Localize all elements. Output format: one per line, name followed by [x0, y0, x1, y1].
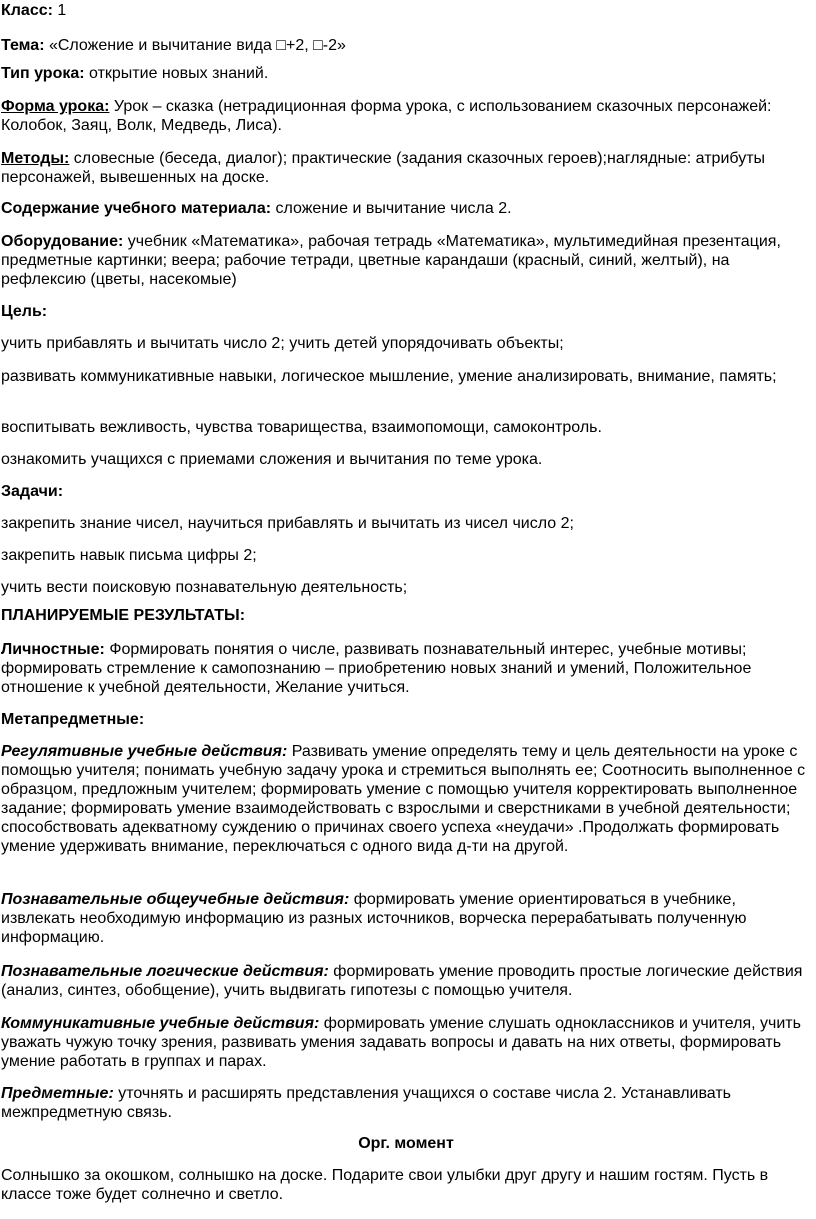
- lesson-form-value: Урок – сказка (нетрадиционная форма урока, с использованием сказочных персонажей: Колобок, Заяц, Волк, Медведь, Лиса).: [1, 98, 772, 134]
- logical-cognitive-value: формировать умение проводить простые логические действия (анализ, синтез, обобщение), учить выдвигать гипотезы с помощью учителя.: [1, 963, 803, 999]
- personal-value: Формировать понятия о числе, развивать познавательный интерес, учебные мотивы; формировать стремление к самопознанию – приобретению новых знаний и умений, Положительное отношение к учебной деятельности, Желание учиться.: [1, 641, 752, 696]
- lesson-form-label: Форма урока:: [1, 98, 110, 115]
- lesson-type-label: Тип урока:: [1, 65, 85, 82]
- lesson-type-value: открытие новых знаний.: [84, 65, 269, 82]
- class-value: 1: [52, 2, 67, 19]
- equipment-label: Оборудование:: [1, 233, 124, 250]
- lesson-type-line: [1, 64, 811, 83]
- subject-value: уточнять и расширять представления учащихся о составе числа 2. Устанавливать межпредметную связь.: [1, 1085, 732, 1121]
- personal-label: Личностные:: [1, 641, 105, 658]
- class-label: Класс:: [1, 2, 53, 19]
- general-cognitive-label: Познавательные общеучебные действия:: [1, 891, 350, 908]
- equipment-value: учебник «Математика», рабочая тетрадь «Математика», мультимедийная презентация, предметные картинки; веера; рабочие тетради, цветные карандаши (красный, синий, желтый), на рефлексию (цветы, насекомые): [1, 233, 781, 288]
- task-item: закрепить навык письма цифры 2;: [1, 547, 257, 564]
- equipment-paragraph: [1, 232, 811, 289]
- topic-line: [1, 36, 811, 55]
- task-item: закрепить знание чисел, научиться прибавлять и вычитать из чисел число 2;: [1, 515, 574, 532]
- task-item: учить вести поисковую познавательную деятельность;: [1, 579, 408, 596]
- content-value: сложение и вычитание числа 2.: [271, 200, 512, 217]
- logical-cognitive-label: Познавательные логические действия:: [1, 963, 329, 980]
- topic-value: «Сложение и вычитание вида □+2, □-2»: [44, 37, 346, 54]
- goal-item: учить прибавлять и вычитать число 2; учить детей упорядочивать объекты;: [1, 335, 564, 352]
- goal-item: развивать коммуникативные навыки, логическое мышление, умение анализировать, внимание, память;: [1, 368, 777, 385]
- logical-cognitive-paragraph: [1, 962, 811, 1000]
- org-moment-text: Солнышко за окошком, солнышко на доске. Подарите свои улыбки друг другу и нашим гостям. Пусть в классе тоже будет солнечно и светло.: [1, 1167, 769, 1203]
- subject-label: Предметные:: [1, 1085, 114, 1102]
- communicative-paragraph: [1, 1014, 811, 1071]
- methods-paragraph: [1, 149, 811, 187]
- org-moment-heading: Орг. момент: [358, 1135, 454, 1152]
- communicative-label: Коммуникативные учебные действия:: [1, 1015, 320, 1032]
- communicative-value: формировать умение слушать одноклассников и учителя, учить уважать чужую точку зрения, развивать умения задавать вопросы и давать на них ответы, формировать умение работать в группах и парах.: [1, 1015, 801, 1070]
- goal-item: воспитывать вежливость, чувства товарищества, взаимопомощи, самоконтроль.: [1, 419, 602, 436]
- methods-label: Методы:: [1, 150, 70, 167]
- regulatory-value: Развивать умение определять тему и цель деятельности на уроке с помощью учителя; понимать учебную задачу урока и стремиться выполнять ее; Соотносить выполненное с образцом, предложным учителем; формировать умение с помощью учителя корректировать выполненное задание; формировать умение взаимодействовать с взрослыми и сверстниками в учебной деятельности; способствовать адекватному суждению о причинах своего успеха «неудачи» .Продолжать формировать умение удерживать внимание, переключаться с одного вида д-ти на другой.: [1, 743, 806, 855]
- regulatory-paragraph: [1, 742, 811, 856]
- content-line: [1, 199, 811, 218]
- general-cognitive-value: формировать умение ориентироваться в учебнике, извлекать необходимую информацию из разных источников, ворческа перерабатывать полученную информацию.: [1, 891, 747, 946]
- methods-value: словесные (беседа, диалог); практические (задания сказочных героев);наглядные: атрибуты персонажей, вывешенных на доске.: [1, 150, 766, 186]
- personal-paragraph: [1, 640, 811, 697]
- regulatory-label: Регулятивные учебные действия:: [1, 743, 288, 760]
- content-label: Содержание учебного материала:: [1, 200, 272, 217]
- topic-label: Тема:: [1, 37, 45, 54]
- tasks-heading: Задачи:: [1, 483, 64, 500]
- goal-heading: Цель:: [1, 303, 48, 320]
- metasubject-heading: Метапредметные:: [1, 711, 145, 728]
- class-line: [1, 1, 811, 20]
- lesson-form-paragraph: [1, 97, 811, 135]
- general-cognitive-paragraph: [1, 890, 811, 947]
- subject-paragraph: [1, 1084, 811, 1122]
- results-heading: ПЛАНИРУЕМЫЕ РЕЗУЛЬТАТЫ:: [1, 607, 246, 624]
- goal-item: ознакомить учащихся с приемами сложения и вычитания по теме урока.: [1, 451, 543, 468]
